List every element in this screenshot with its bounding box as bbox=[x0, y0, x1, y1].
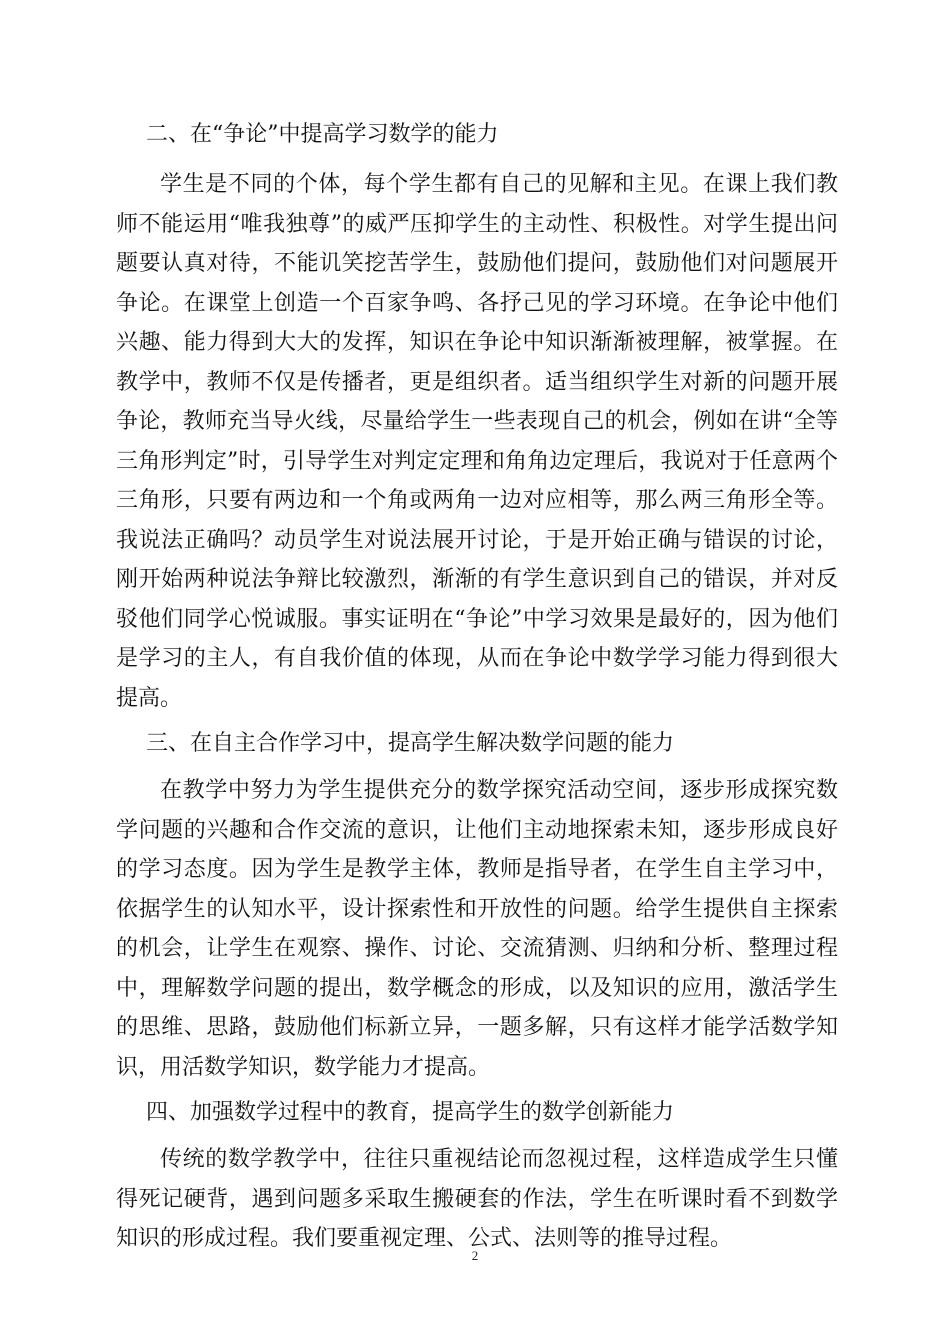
section-paragraph-3: 在教学中努力为学生提供充分的数学探究活动空间，逐步形成探究数学问题的兴趣和合作交流的意识，让他们主动地探索未知，逐步形成良好的学习态度。因为学生是教学主体，教师是指导者，在学生自主学习中，依据学生的认知水平，设计探索性和开放性的问题。给学生提供自主探索的机会，让学生在观察、操作、讨论、交流猜测、归纳和分析、整理过程中，理解数学问题的提出，数学概念的形成，以及知识的应用，激活学生的思维、思路，鼓励他们标新立异，一题多解，只有这样才能学活数学知识，用活数学知识，数学能力才提高。 bbox=[116, 778, 838, 1080]
section-heading-2: 二、在“争论”中提高学习数学的能力 bbox=[146, 122, 499, 147]
page-number: 2 bbox=[471, 1248, 479, 1263]
section-paragraph-4: 传统的数学教学中，往往只重视结论而忽视过程，这样造成学生只懂得死记硬背，遇到问题多采取生搬硬套的作法，学生在听课时看不到数学知识的形成过程。我们要重视定理、公式、法则等的推导过程。 bbox=[116, 1147, 838, 1251]
section-paragraph-2: 学生是不同的个体，每个学生都有自己的见解和主见。在课上我们教师不能运用“唯我独尊”的威严压抑学生的主动性、积极性。对学生提出问题要认真对待，不能讥笑挖苦学生，鼓励他们提问，鼓励他们对问题展开争论。在课堂上创造一个百家争鸣、各抒己见的学习环境。在争论中他们兴趣、能力得到大大的发挥，知识在争论中知识渐渐被理解，被掌握。在教学中，教师不仅是传播者，更是组织者。适当组织学生对新的问题开展争论，教师充当导火线，尽量给学生一些表现自己的机会，例如在讲“全等三角形判定”时，引导学生对判定定理和角角边定理后，我说对于任意两个三角形，只要有两边和一个角或两角一边对应相等，那么两三角形全等。我说法正确吗？动员学生对说法展开讨论，于是开始正确与错误的讨论，刚开始两种说法争辩比较激烈，渐渐的有学生意识到自己的错误，并对反驳他们同学心悦诚服。事实证明在“争论”中学习效果是最好的，因为他们是学习的主人，有自我价值的体现，从而在争论中数学学习能力得到很大提高。 bbox=[116, 172, 838, 711]
section-heading-3: 三、在自主合作学习中，提高学生解决数学问题的能力 bbox=[146, 731, 675, 756]
section-heading-4: 四、加强数学过程中的教育，提高学生的数学创新能力 bbox=[146, 1100, 675, 1125]
document-body bbox=[116, 112, 838, 1259]
